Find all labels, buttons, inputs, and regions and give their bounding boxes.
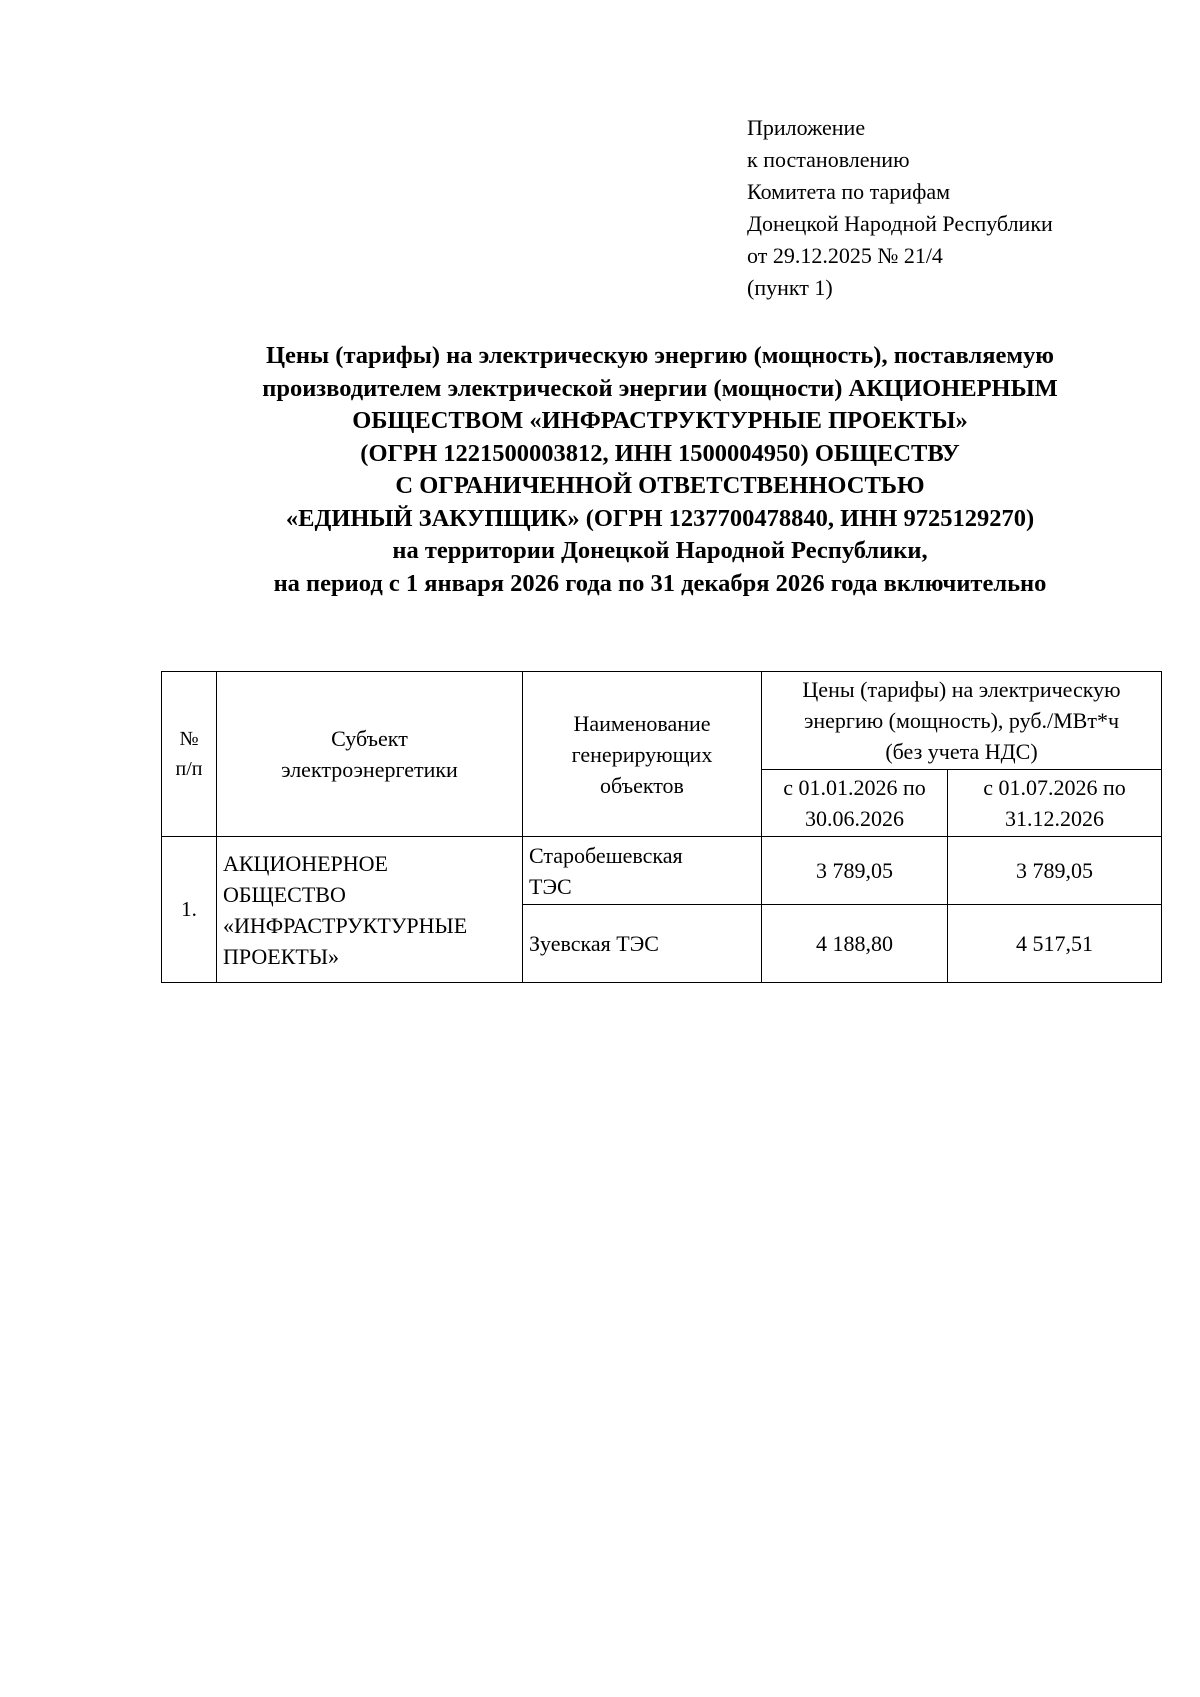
document-title (120, 340, 1200, 600)
header-period-line: 31.12.2026 (1005, 806, 1104, 831)
table-row (162, 837, 1162, 905)
facility-name-line: Зуевская ТЭС (529, 931, 659, 956)
subject-line: АКЦИОНЕРНОЕ (223, 850, 388, 876)
header-prices (762, 672, 1162, 770)
title-line: С ОГРАНИЧЕННОЙ ОТВЕТСТВЕННОСТЬЮ (395, 472, 925, 499)
subject-line: «ИНФРАСТРУКТУРНЫЕ (223, 912, 468, 938)
annex-line: к постановлению (747, 147, 910, 172)
header-subject-line: электроэнергетики (281, 757, 458, 782)
header-prices-line: Цены (тарифы) на электрическую (802, 677, 1121, 702)
header-period-line: 30.06.2026 (805, 806, 904, 831)
title-line: ОБЩЕСТВОМ «ИНФРАСТРУКТУРНЫЕ ПРОЕКТЫ» (352, 407, 968, 434)
price-period-1: 3 789,05 (762, 837, 948, 905)
header-facility-line: Наименование (573, 710, 711, 736)
header-period-2 (948, 770, 1162, 837)
row-number: 1. (162, 837, 217, 983)
price-period-2: 4 517,51 (948, 905, 1162, 983)
annex-line: (пункт 1) (747, 275, 833, 300)
title-line: на период с 1 января 2026 года по 31 декабря 2026 года включительно (273, 569, 1047, 597)
header-number-line: п/п (175, 758, 203, 780)
facility-name-line: Старобешевская (529, 842, 683, 868)
title-line: производителем электрической энергии (мощности) АКЦИОНЕРНЫМ (262, 374, 1058, 402)
header-period-line: с 01.07.2026 по (983, 775, 1126, 800)
title-line: (ОГРН 1221500003812, ИНН 1500004950) ОБЩЕСТВУ (360, 439, 960, 467)
facility-name-line: ТЭС (529, 873, 572, 899)
price-period-2: 3 789,05 (948, 837, 1162, 905)
header-facility-line: генерирующих (571, 741, 713, 767)
header-facility-line: объектов (600, 772, 684, 798)
subject-line: ПРОЕКТЫ» (223, 943, 340, 969)
row-subject (217, 837, 523, 983)
title-line: Цены (тарифы) на электрическую энергию (мощность), поставляемую (266, 342, 1054, 369)
annex-line: от 29.12.2025 № 21/4 (747, 243, 943, 268)
header-number (162, 672, 217, 837)
header-subject (217, 672, 523, 837)
header-facility (523, 672, 762, 837)
annex-line: Комитета по тарифам (747, 179, 951, 204)
price-period-1: 4 188,80 (762, 905, 948, 983)
facility-name (523, 837, 762, 905)
subject-line: ОБЩЕСТВО (223, 881, 346, 907)
title-line: «ЕДИНЫЙ ЗАКУПЩИК» (ОГРН 1237700478840, ИНН 9725129270) (285, 504, 1035, 532)
header-number-line: № (179, 728, 199, 750)
header-period-line: с 01.01.2026 по (783, 775, 926, 800)
header-prices-line: (без учета НДС) (885, 739, 1038, 764)
annex-block (747, 112, 1053, 304)
tariff-table (161, 671, 1162, 983)
facility-name (523, 905, 762, 983)
header-period-1 (762, 770, 948, 837)
annex-line: Приложение (747, 115, 866, 140)
annex-line: Донецкой Народной Республики (747, 211, 1053, 236)
header-subject-line: Субъект (331, 726, 408, 751)
header-prices-line: энергию (мощность), руб./МВт*ч (803, 708, 1120, 733)
title-line: на территории Донецкой Народной Республики, (392, 537, 928, 564)
